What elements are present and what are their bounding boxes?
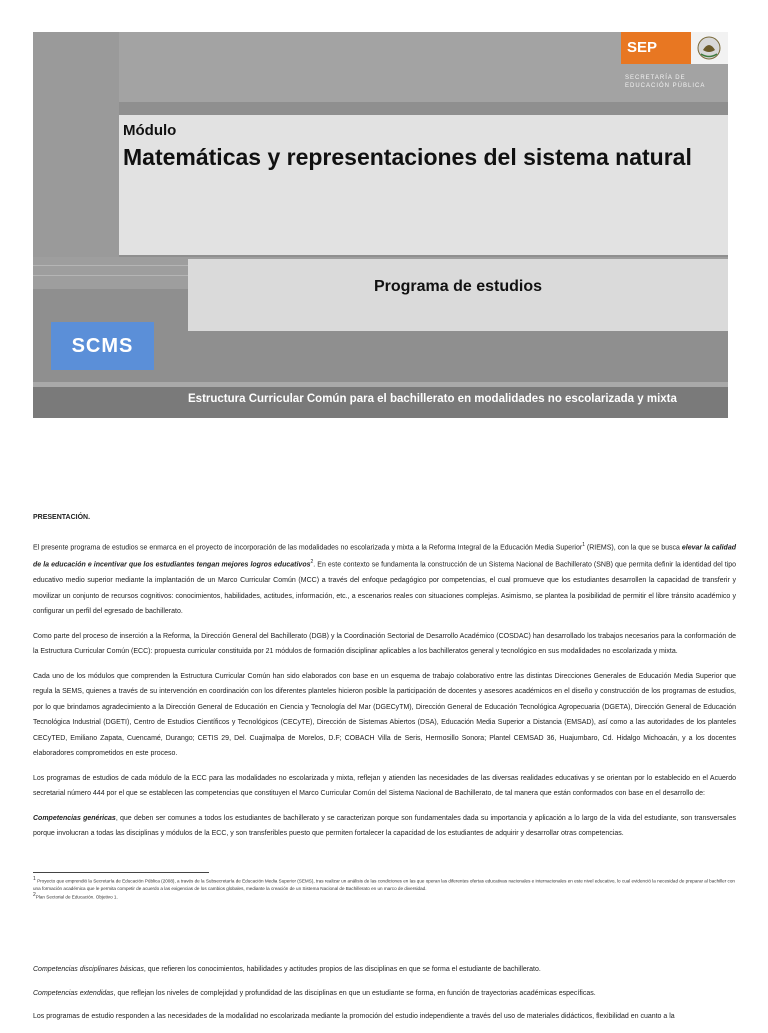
sep-caption-line2: EDUCACIÓN PÚBLICA <box>625 83 706 89</box>
sems-logo: SCMS <box>51 322 154 370</box>
footnote-ref: 2 <box>310 559 314 566</box>
footnote-ref: 1 <box>582 541 585 548</box>
paragraph-1 <box>33 538 736 620</box>
cover-footer-text: Estructura Curricular Común para el bachillerato en modalidades no escolarizada y mixta <box>188 393 677 405</box>
sep-caption <box>625 74 705 90</box>
document-body-continued <box>33 962 736 1033</box>
p1-text-c: . En este contexto se fundamenta la construcción de un Sistema Nacional de Bachillerato (SNB) que permita definir la identidad del tipo educativo medio superior mediante la implantación de un Marco Curricular Común (MCC) a través del enfoque pedagógico por competencias, el cual promueve que los estudiantes desarrollen la capacidad de transferir y movilizar un conjunto de recursos cognitivos: conocimientos, habilidades, actitudes, información, etc., a escenarios reales con situaciones complejas. Asimismo, se plantea la posibilidad de permitir el libre tránsito académico y configurar un perfil del egresado de bachillerato. <box>33 561 736 616</box>
paragraph-6 <box>33 962 736 978</box>
footnotes <box>33 876 736 900</box>
paragraph-4: Los programas de estudios de cada módulo de la ECC para las modalidades no escolarizada y mixta, reflejan y atienden las necesidades de las diversas realidades educativas y se orientan por lo establecido en el Acuerdo secretarial número 444 por el que se establecen las competencias que constituyen el Marco Curricular Común del Sistema Nacional de Bachillerato, de tal manera que están conformados con base en el desarrollo de: <box>33 774 736 798</box>
footnote-1 <box>33 876 736 892</box>
footnote-2 <box>33 892 736 901</box>
p1-text-b: (RIEMS), con la que se busca <box>584 543 682 551</box>
p5-text: , que deben ser comunes a todos los estudiantes de bachillerato y se caracterizan porque son fundamentales dada su importancia y aplicación a lo largo de la vida del estudiante, son transversales porque involucran a todas las disciplinas y módulos de la ECC, y son transferibles puesto que permiten fortalecer la capacidad de los estudiantes de adquirir y desarrollar otras competencias. <box>33 814 736 838</box>
p1-emphasis: elevar la calidad de la educación e incentivar que los estudiantes tengan mejores logros educativos <box>33 543 736 569</box>
module-label: Módulo <box>123 122 177 139</box>
term-extended-competencies: Competencias extendidas <box>33 989 114 997</box>
document-body <box>33 510 736 851</box>
p1-text-a: El presente programa de estudios se enmarca en el proyecto de incorporación de las modalidades no escolarizada y mixta a la Reforma Integral de la Educación Media Superior <box>33 543 583 551</box>
footnote-number: 2 <box>33 891 36 898</box>
title-panel <box>119 115 728 255</box>
sep-caption-line1: SECRETARÍA DE <box>625 75 686 81</box>
program-title: Programa de estudios <box>373 278 543 295</box>
footnote-number: 1 <box>33 876 36 882</box>
paragraph-3: Cada uno de los módulos que comprenden la Estructura Curricular Común han sido elaborados con base en un esquema de trabajo colaborativo entre las distintas Direcciones Generales de Educación Media Superior que regula la SEMS, quienes a través de su intervención en coordinación con los diferentes planteles hicieron posible la participación de docentes y asesores académicos en el diseño y construcción de los programas de estudios, por lo que brindamos agradecimiento a la Dirección General de Educación en Ciencia y Tecnología del Mar (DGECyTM), Dirección General de Educación Tecnológica Agropecuaria (DGETA), Dirección General de Educación Tecnológica Industrial (DGETI), Centro de Estudios Científicos y Tecnológicos (CECyTE), Dirección de Sistemas Abiertos (DSA), Educación Media Superior a Distancia (EMSAD), así como a las autoridades de los planteles CECyTED, Emiliano Zapata, Cuencamé, Durango; CETIS 29, Del. Cuajimalpa de Morelos, D.F; COBACH Villa de Seris, Hermosillo Sonora; Plantel CEMSAD 36, Huajumbaro, Cd. Hidalgo Michoacán, y a los docentes elaboradores comprometidos en este proceso. <box>33 672 736 758</box>
divider <box>33 382 728 387</box>
page-title: Matemáticas y representaciones del sistema natural <box>123 144 692 170</box>
term-basic-disciplinary-competencies: Competencias disciplinares básicas <box>33 966 144 973</box>
sep-logo: SEP <box>621 32 691 64</box>
p6-text: , que refieren los conocimientos, habilidades y actitudes propios de las disciplinas en que se forma el estudiante de bachillerato. <box>143 966 541 973</box>
footnote-2-text: Plan Sectorial de Educación. Objetivo 1. <box>35 894 118 900</box>
paragraph-5 <box>33 811 736 842</box>
paragraph-8: Los programas de estudio responden a las necesidades de la modalidad no escolarizada mediante la promoción del estudio independiente a través del uso de materiales didácticos, flexibilidad en cuanto a la <box>33 1013 675 1020</box>
cover-left-strip <box>33 32 119 282</box>
footnote-1-text: Proyecto que emprendió la Secretaría de Educación Pública (2008), a través de la Subsecretaría de Educación Media Superior (SEMS), tras realizar un análisis de las condiciones en las que operan las diferentes ofertas educativas nacionales e internacionales en este nivel educativo, lo cual evidenció la necesidad de preparar al bachiller con una formación académica que le permita competir de acuerdo a las exigencias de los cambios globales, mediante la creación de un Sistema Nacional de Bachillerato en un marco de diversidad. <box>33 878 735 891</box>
p7-text: , que reflejan los niveles de complejidad y profundidad de las disciplinas en que un estudiante se forma, en función de trayectorias académicas específicas. <box>113 989 596 997</box>
paragraph-7 <box>33 986 736 1002</box>
term-generic-competencies: Competencias genéricas <box>33 814 116 822</box>
sep-logo-block <box>621 32 728 102</box>
national-emblem-icon <box>691 32 728 64</box>
footnote-divider <box>33 872 209 873</box>
cover-page <box>33 32 728 418</box>
paragraph-2: Como parte del proceso de inserción a la Reforma, la Dirección General del Bachillerato (DGB) y la Coordinación Sectorial de Desarrollo Académico (COSDAC) han desarrollado los trabajos necesarios para la conformación de la Estructura Curricular Común (ECC): propuesta curricular constituida por 21 módulos de formación disciplinar aplicables a los bachilleratos general y tecnológico en sus modalidades no escolarizada y mixta. <box>33 632 736 656</box>
section-heading: PRESENTACIÓN. <box>33 514 91 521</box>
